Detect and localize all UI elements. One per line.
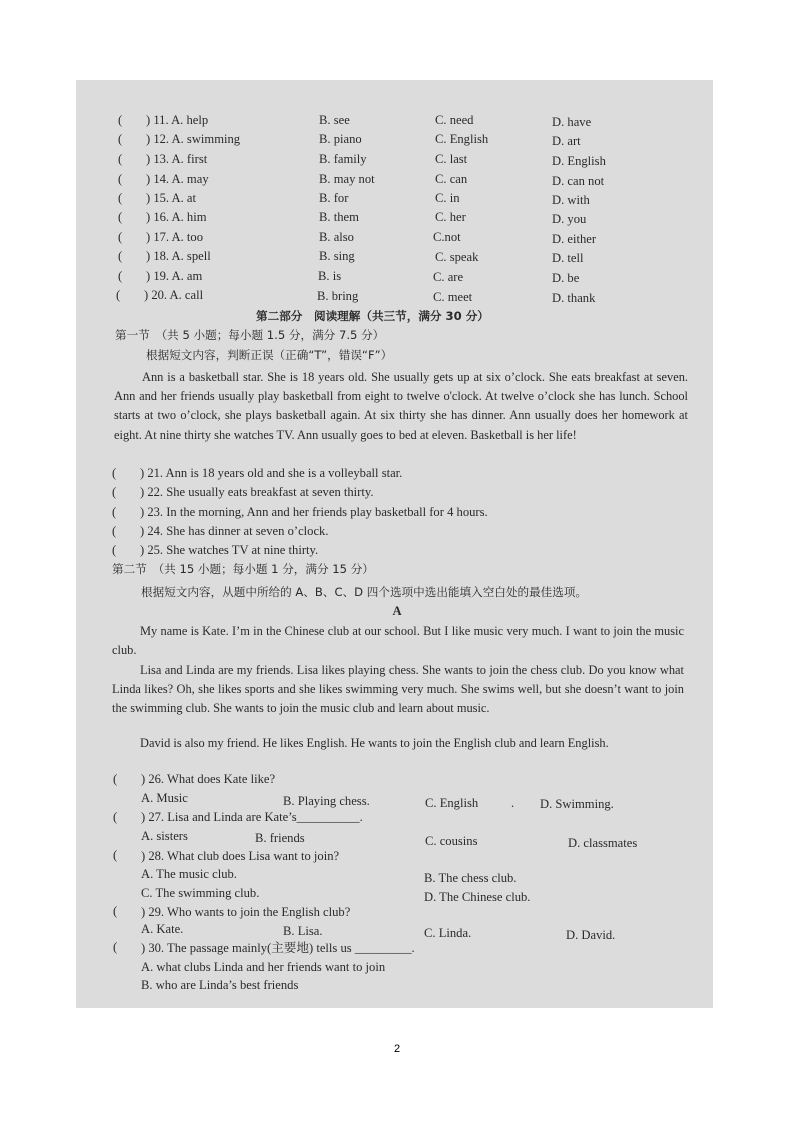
- mcq-option-b: B. piano: [319, 132, 362, 146]
- option-b: B. Lisa.: [283, 924, 323, 938]
- answer-paren: (: [113, 848, 118, 862]
- question-stem: ) 28. What club does Lisa want to join?: [141, 849, 340, 863]
- mcq-option-d: D. can not: [552, 174, 605, 188]
- passage-a-paragraph: David is also my friend. He likes English. He wants to join the English club and learn English.: [140, 736, 609, 750]
- mcq-option-d: D. English: [552, 154, 606, 168]
- mcq-question: ) 20. A. call: [144, 288, 204, 302]
- page-number: 2: [393, 1043, 401, 1055]
- answer-paren: (: [118, 113, 123, 127]
- question-stem: ) 26. What does Kate like?: [141, 772, 276, 786]
- answer-paren: (: [118, 230, 123, 244]
- tf-statement: ) 22. She usually eats breakfast at seven thirty.: [140, 485, 374, 499]
- answer-paren: (: [113, 940, 118, 954]
- answer-paren: (: [118, 172, 123, 186]
- mcq-option-c: C. can: [435, 172, 468, 186]
- answer-paren: (: [118, 249, 123, 263]
- option-a: A. The music club.: [141, 867, 237, 881]
- option-a: A. sisters: [141, 829, 188, 843]
- mcq-option-d: D. with: [552, 193, 590, 207]
- answer-paren: (: [112, 543, 117, 557]
- option-b: B. Playing chess.: [283, 794, 370, 808]
- mcq-option-b: B. for: [319, 191, 349, 205]
- question-stem: ) 29. Who wants to join the English club?: [141, 905, 351, 919]
- mcq-question: ) 13. A. first: [146, 152, 208, 166]
- mcq-question: ) 19. A. am: [146, 269, 203, 283]
- section-title: 第二节 （共 15 小题；每小题 1 分，满分 15 分）: [112, 562, 374, 576]
- answer-paren: (: [113, 772, 118, 786]
- section-instruction: 根据短文内容，判断正误（正确“T”，错误“F”）: [146, 348, 393, 362]
- option-a: A. Kate.: [141, 922, 184, 936]
- tf-statement: ) 24. She has dinner at seven o’clock.: [140, 524, 329, 538]
- mcq-option-b: B. is: [318, 269, 342, 283]
- passage-a-paragraph: Lisa and Linda are my friends. Lisa likes playing chess. She wants to join the chess club. Do you know what Linda likes? Oh, she likes sports and she likes swimming very much. She swims well, but she doesn’t want to join the swimming club. She wants to join the music club and learn about music.: [112, 663, 684, 716]
- option-d: D. David.: [566, 928, 616, 942]
- mcq-question: ) 18. A. spell: [146, 249, 211, 263]
- answer-paren: (: [112, 524, 117, 538]
- mcq-option-c: C. meet: [433, 290, 473, 304]
- mcq-option-b: B. them: [319, 210, 359, 224]
- option-c: C. English: [425, 796, 479, 810]
- passage-label: A: [392, 604, 402, 618]
- mcq-option-b: B. bring: [317, 289, 359, 303]
- mcq-option-d: D. have: [552, 115, 592, 129]
- answer-paren: (: [118, 210, 123, 224]
- mcq-question: ) 16. A. him: [146, 210, 207, 224]
- mcq-option-c: C. in: [435, 191, 460, 205]
- option-c: C. Linda.: [424, 926, 472, 940]
- mcq-option-d: D. tell: [552, 251, 584, 265]
- mcq-option-b: B. may not: [319, 172, 375, 186]
- mcq-option-c: C. her: [435, 210, 466, 224]
- question-stem: ) 30. The passage mainly(主要地) tells us _________.: [141, 941, 415, 955]
- answer-paren: (: [116, 288, 121, 302]
- option-b: B. The chess club.: [424, 871, 517, 885]
- mcq-option-c: C.not: [433, 230, 461, 244]
- answer-paren: (: [112, 505, 117, 519]
- mcq-option-b: B. sing: [319, 249, 355, 263]
- mcq-question: ) 12. A. swimming: [146, 132, 241, 146]
- option-d: D. Swimming.: [540, 797, 614, 811]
- mcq-question: ) 15. A. at: [146, 191, 197, 205]
- answer-paren: (: [118, 269, 123, 283]
- mcq-option-b: B. family: [319, 152, 367, 166]
- mcq-option-c: C. English: [435, 132, 489, 146]
- tf-statement: ) 21. Ann is 18 years old and she is a volleyball star.: [140, 466, 403, 480]
- reading-passage-1: Ann is a basketball star. She is 18 years old. She usually gets up at six o’clock. She eats breakfast at seven. Ann and her friends usually play basketball from eight to twelve o'clock. At twelve o’clock she has lunch. School starts at two o’clock, she plays basketball again. At six thirty she has dinner. Ann usually does her homework at eight. At nine thirty she watches TV. Ann usually goes to bed at eleven. Basketball is her life!: [114, 370, 688, 442]
- mcq-question: ) 11. A. help: [146, 113, 209, 127]
- tf-statement: ) 23. In the morning, Ann and her friends play basketball for 4 hours.: [140, 505, 488, 519]
- question-stem: ) 27. Lisa and Linda are Kate’s__________.: [141, 810, 363, 824]
- answer-paren: (: [113, 904, 118, 918]
- option-b: B. friends: [255, 831, 305, 845]
- answer-paren: (: [112, 466, 117, 480]
- stray-dot: .: [511, 796, 515, 810]
- tf-statement: ) 25. She watches TV at nine thirty.: [140, 543, 319, 557]
- option-a: A. what clubs Linda and her friends want to join: [141, 960, 386, 974]
- option-c: C. cousins: [425, 834, 478, 848]
- option-b: B. who are Linda’s best friends: [141, 978, 299, 992]
- passage-a-paragraph: My name is Kate. I’m in the Chinese club at our school. But I like music very much. I want to join the music club.: [112, 624, 684, 658]
- answer-paren: (: [113, 810, 118, 824]
- answer-paren: (: [118, 191, 123, 205]
- option-c: C. The swimming club.: [141, 886, 260, 900]
- option-d: D. The Chinese club.: [424, 890, 531, 904]
- mcq-option-d: D. you: [552, 212, 587, 226]
- option-d: D. classmates: [568, 836, 638, 850]
- mcq-option-b: B. also: [319, 230, 354, 244]
- section-title: 第一节 （共 5 小题；每小题 1.5 分，满分 7.5 分）: [115, 328, 385, 342]
- answer-paren: (: [118, 132, 123, 146]
- mcq-option-d: D. be: [552, 271, 580, 285]
- mcq-option-c: C. last: [435, 152, 468, 166]
- answer-paren: (: [118, 152, 123, 166]
- mcq-option-d: D. thank: [552, 291, 596, 305]
- mcq-question: ) 17. A. too: [146, 230, 204, 244]
- mcq-question: ) 14. A. may: [146, 172, 209, 186]
- mcq-option-d: D. either: [552, 232, 597, 246]
- mcq-option-d: D. art: [552, 134, 581, 148]
- mcq-option-c: C. speak: [435, 250, 479, 264]
- option-a: A. Music: [141, 791, 188, 805]
- mcq-option-c: C. are: [433, 270, 464, 284]
- section-instruction: 根据短文内容，从题中所给的 A、B、C、D 四个选项中选出能填入空白处的最佳选项。: [141, 585, 588, 599]
- mcq-option-c: C. need: [435, 113, 474, 127]
- answer-paren: (: [112, 485, 117, 499]
- part-heading: 第二部分 阅读理解（共三节，满分 30 分）: [256, 309, 489, 323]
- mcq-option-b: B. see: [319, 113, 350, 127]
